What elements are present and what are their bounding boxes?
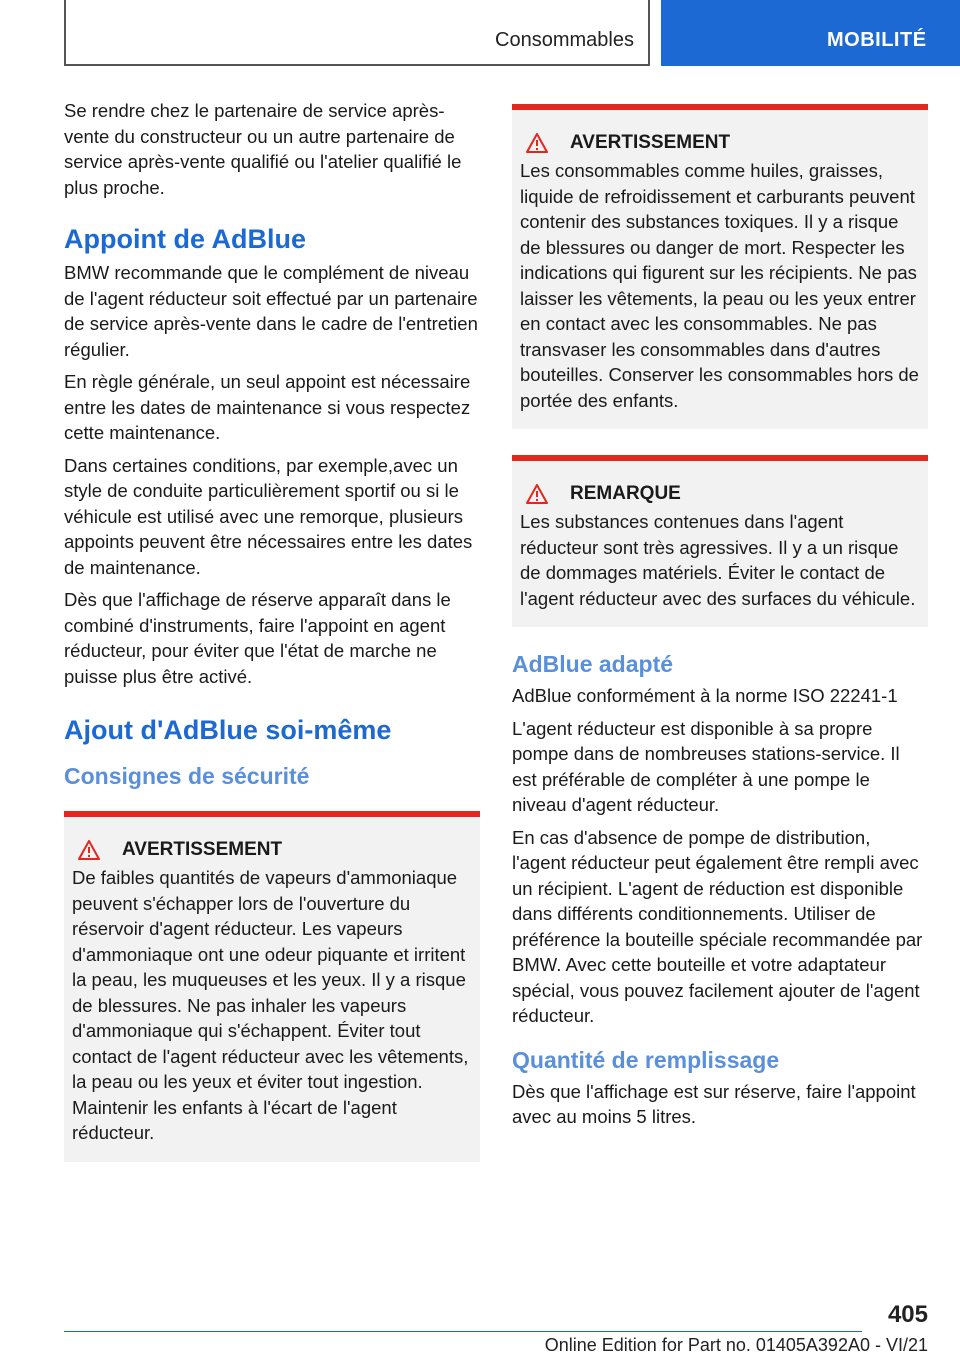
- footer-divider: [64, 1331, 862, 1332]
- heading-ajout: Ajout d'AdBlue soi-même: [64, 715, 392, 745]
- note-text: Les substances contenues dans l'agent réducteur sont très agressives. Il y a un risque de dommages matériels. Éviter le contact de l'agent réducteur avec des surfaces du véhicule.: [520, 511, 916, 609]
- right-column: [512, 104, 928, 1137]
- paragraph-disponibilite: L'agent réducteur est disponible à sa propre pompe dans de nombreuses stations-service. Il est préférable de compléter à une pompe le niveau d'agent réducteur.: [512, 717, 900, 815]
- footer-edition: Online Edition for Part no. 01405A392A0 - VI/21: [544, 1335, 928, 1355]
- page-number: 405: [887, 1301, 928, 1328]
- warning-text: Les consommables comme huiles, graisses, liquide de refroidissement et carburants peuvent contenir des substances toxiques. Il y a risque de blessures ou danger de mort. Respecter les indications qui figurent sur les récipients. Ne pas laisser les vêtements, la peau ou les yeux entrer en contact avec les consommables. Ne pas transvaser les consommables dans d'autres bouteilles. Conserver les consommables hors de portée des enfants.: [520, 160, 919, 411]
- warning-box-consommables: [512, 104, 928, 429]
- warning-text: De faibles quantités de vapeurs d'ammoniaque peuvent s'échapper lors de l'ouverture du réservoir d'agent réducteur. Les vapeurs d'ammoniaque ont une odeur piquante et irritent la peau, les muqueuses et les yeux. Il y a risque de blessures. Ne pas inhaler les vapeurs d'ammoniaque qui s'échappent. Éviter tout contact de l'agent réducteur avec les vêtements, la peau ou les yeux et éviter tout ingestion. Maintenir les enfants à l'écart de l'agent réducteur.: [72, 867, 469, 1143]
- paragraph-norme: AdBlue conformément à la norme ISO 22241-1: [512, 685, 898, 706]
- warning-triangle-icon: [526, 484, 548, 504]
- heading-appoint: Appoint de AdBlue: [64, 224, 306, 254]
- note-box-substances: [512, 455, 928, 627]
- paragraph-recommandation: BMW recommande que le complément de niveau de l'agent réducteur soit effectué par un partenaire de service après-vente dans le cadre de l'entretien régulier.: [64, 262, 478, 360]
- paragraph-conditions: Dans certaines conditions, par exemple,avec un style de conduite particulièrement sportif ou si le véhicule est utilisé avec une remorque, plusieurs appoints peuvent être nécessaires entre les dates de maintenance.: [64, 454, 473, 578]
- warning-title: AVERTISSEMENT: [570, 132, 731, 153]
- note-title: REMARQUE: [570, 483, 681, 504]
- paragraph-quantite: Dès que l'affichage est sur réserve, faire l'appoint avec au moins 5 litres.: [512, 1080, 916, 1127]
- left-column: [64, 98, 480, 1162]
- heading-consignes: Consignes de sécurité: [64, 763, 310, 789]
- heading-quantite: Quantité de remplissage: [512, 1046, 780, 1073]
- warning-title: AVERTISSEMENT: [122, 839, 283, 860]
- header-chapter-title: MOBILITÉ: [827, 29, 927, 51]
- header-section-box: [64, 0, 650, 66]
- heading-adblue-adapte: AdBlue adapté: [512, 651, 674, 677]
- warning-triangle-icon: [526, 133, 548, 153]
- paragraph-absence-pompe: En cas d'absence de pompe de distribution, l'agent réducteur peut également être rempli avec un récipient. L'agent de réduction est disponible dans différents conditionnements. Utiliser de préférence la bouteille spéciale recommandée par BMW. Avec cette bouteille et votre adaptateur spécial, vous pouvez facilement ajouter de l'agent réducteur.: [512, 826, 923, 1026]
- warning-triangle-icon: [78, 840, 100, 860]
- header-chapter-tab: [661, 0, 960, 66]
- warning-box-ammoniaque: [64, 811, 480, 1162]
- header-section-title: Consommables: [495, 29, 634, 51]
- paragraph-reserve: Dès que l'affichage de réserve apparaît dans le combiné d'instruments, faire l'appoint en agent réducteur, pour éviter que l'état de marche ne puisse plus être activé.: [64, 589, 451, 687]
- intro-paragraph: Se rendre chez le partenaire de service après-vente du constructeur ou un autre partenaire de service après-vente qualifié ou l'atelier qualifié le plus proche.: [64, 100, 462, 198]
- paragraph-regle: En règle générale, un seul appoint est nécessaire entre les dates de maintenance si vous respectez cette maintenance.: [64, 371, 471, 443]
